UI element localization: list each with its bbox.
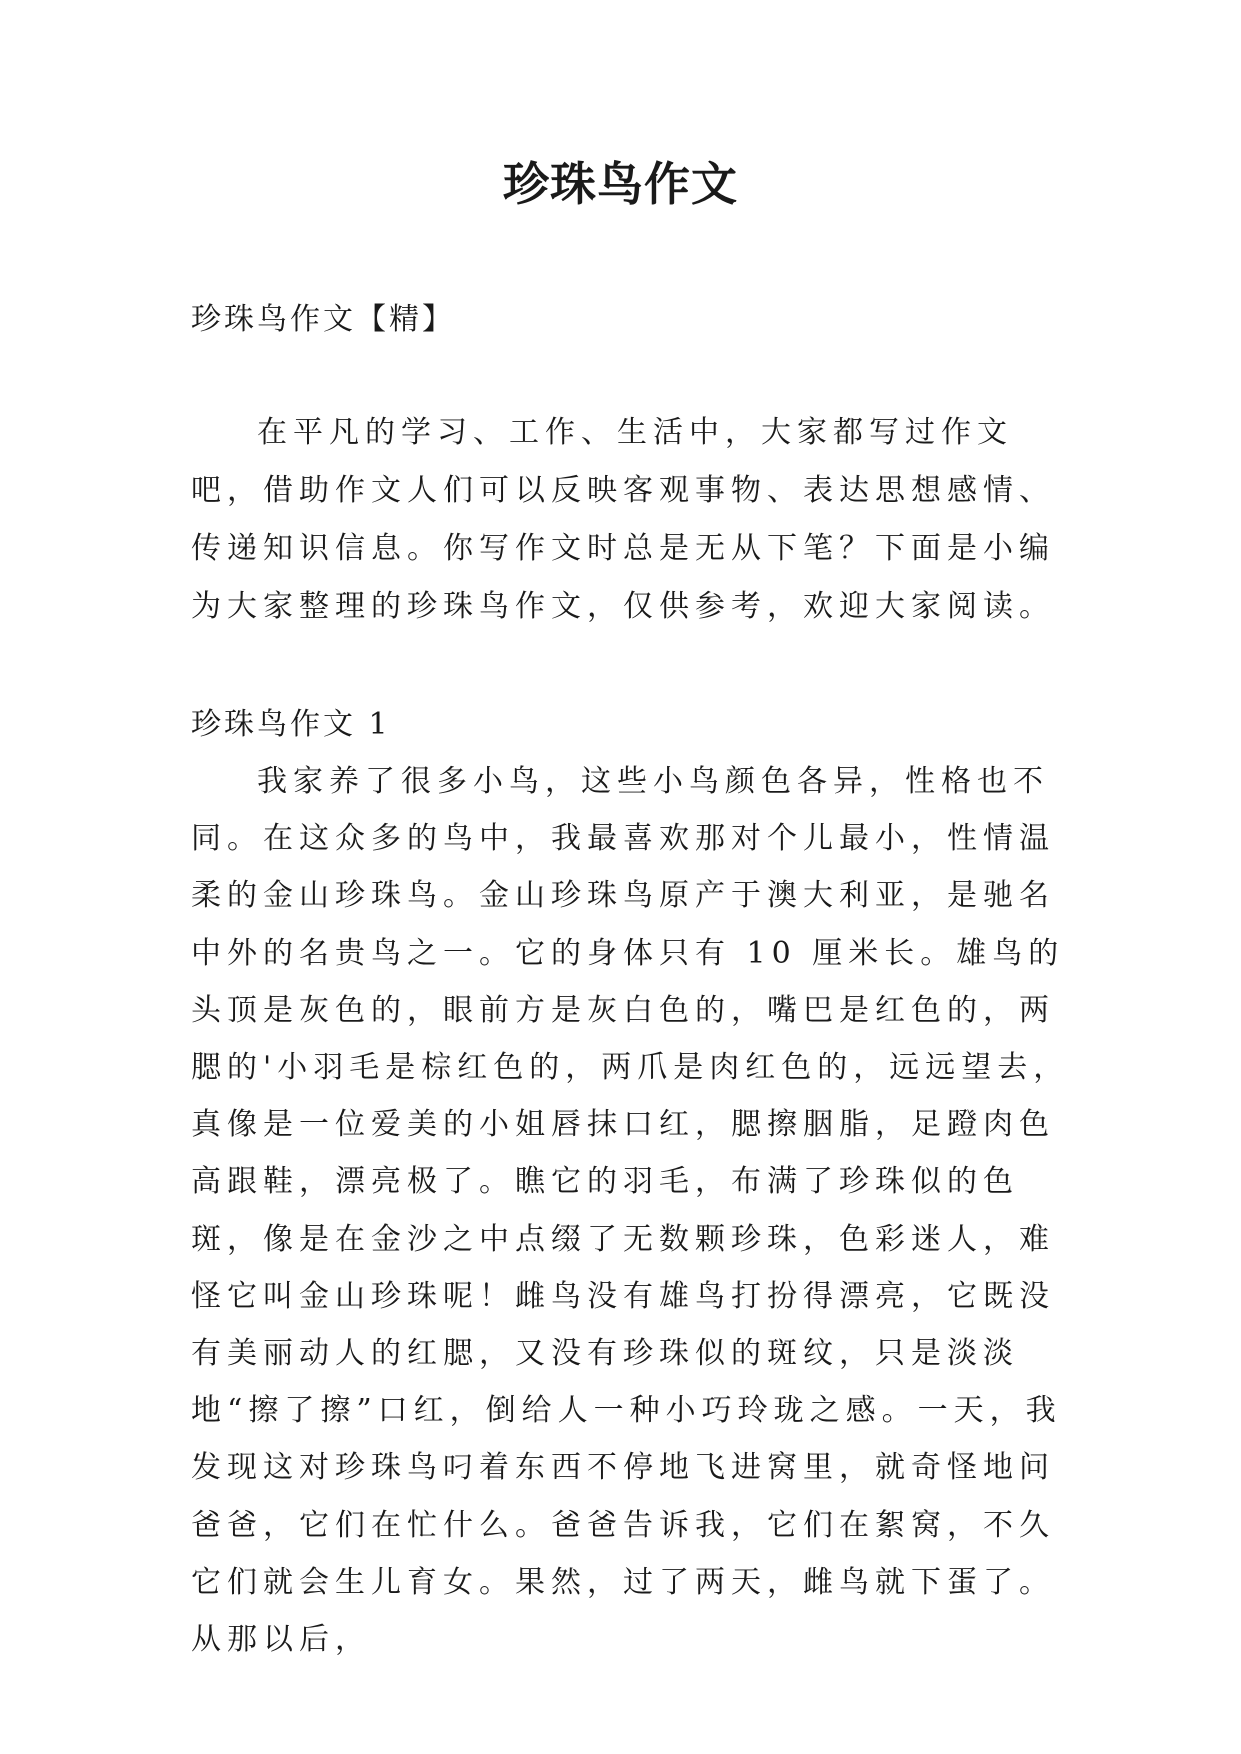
document-subtitle: 珍珠鸟作文【精】 xyxy=(191,302,455,337)
intro-paragraph: 在平凡的学习、工作、生活中，大家都写过作文吧，借助作文人们可以反映客观事物、表达思想感情、传递知识信息。你写作文时总是无从下笔？下面是小编为大家整理的珍珠鸟作文，仅供参考，欢迎大家阅读。 xyxy=(191,415,1055,624)
section-body-paragraph: 我家养了很多小鸟，这些小鸟颜色各异，性格也不同。在这众多的鸟中，我最喜欢那对个儿最小，性情温柔的金山珍珠鸟。金山珍珠鸟原产于澳大利亚，是驰名中外的名贵鸟之一。它的身体只有 10 厘米长。雄鸟的头顶是灰色的，眼前方是灰白色的，嘴巴是红色的，两腮的'小羽毛是棕红色的，两爪是肉红色的，远远望去，真像是一位爱美的小姐唇抹口红，腮擦胭脂，足蹬肉色高跟鞋，漂亮极了。瞧它的羽毛，布满了珍珠似的色斑，像是在金沙之中点缀了无数颗珍珠，色彩迷人，难怪它叫金山珍珠呢！雌鸟没有雄鸟打扮得漂亮，它既没有美丽动人的红腮，又没有珍珠似的斑纹，只是淡淡地“擦了擦”口红，倒给人一种小巧玲珑之感。一天，我发现这对珍珠鸟叼着东西不停地飞进窝里，就奇怪地问爸爸，它们在忙什么。爸爸告诉我，它们在絮窝，不久它们就会生儿育女。果然，过了两天，雌鸟就下蛋了。从那以后， xyxy=(191,764,1070,1658)
section-heading: 珍珠鸟作文 1 xyxy=(191,707,391,742)
page-title: 珍珠鸟作文 xyxy=(503,157,738,211)
